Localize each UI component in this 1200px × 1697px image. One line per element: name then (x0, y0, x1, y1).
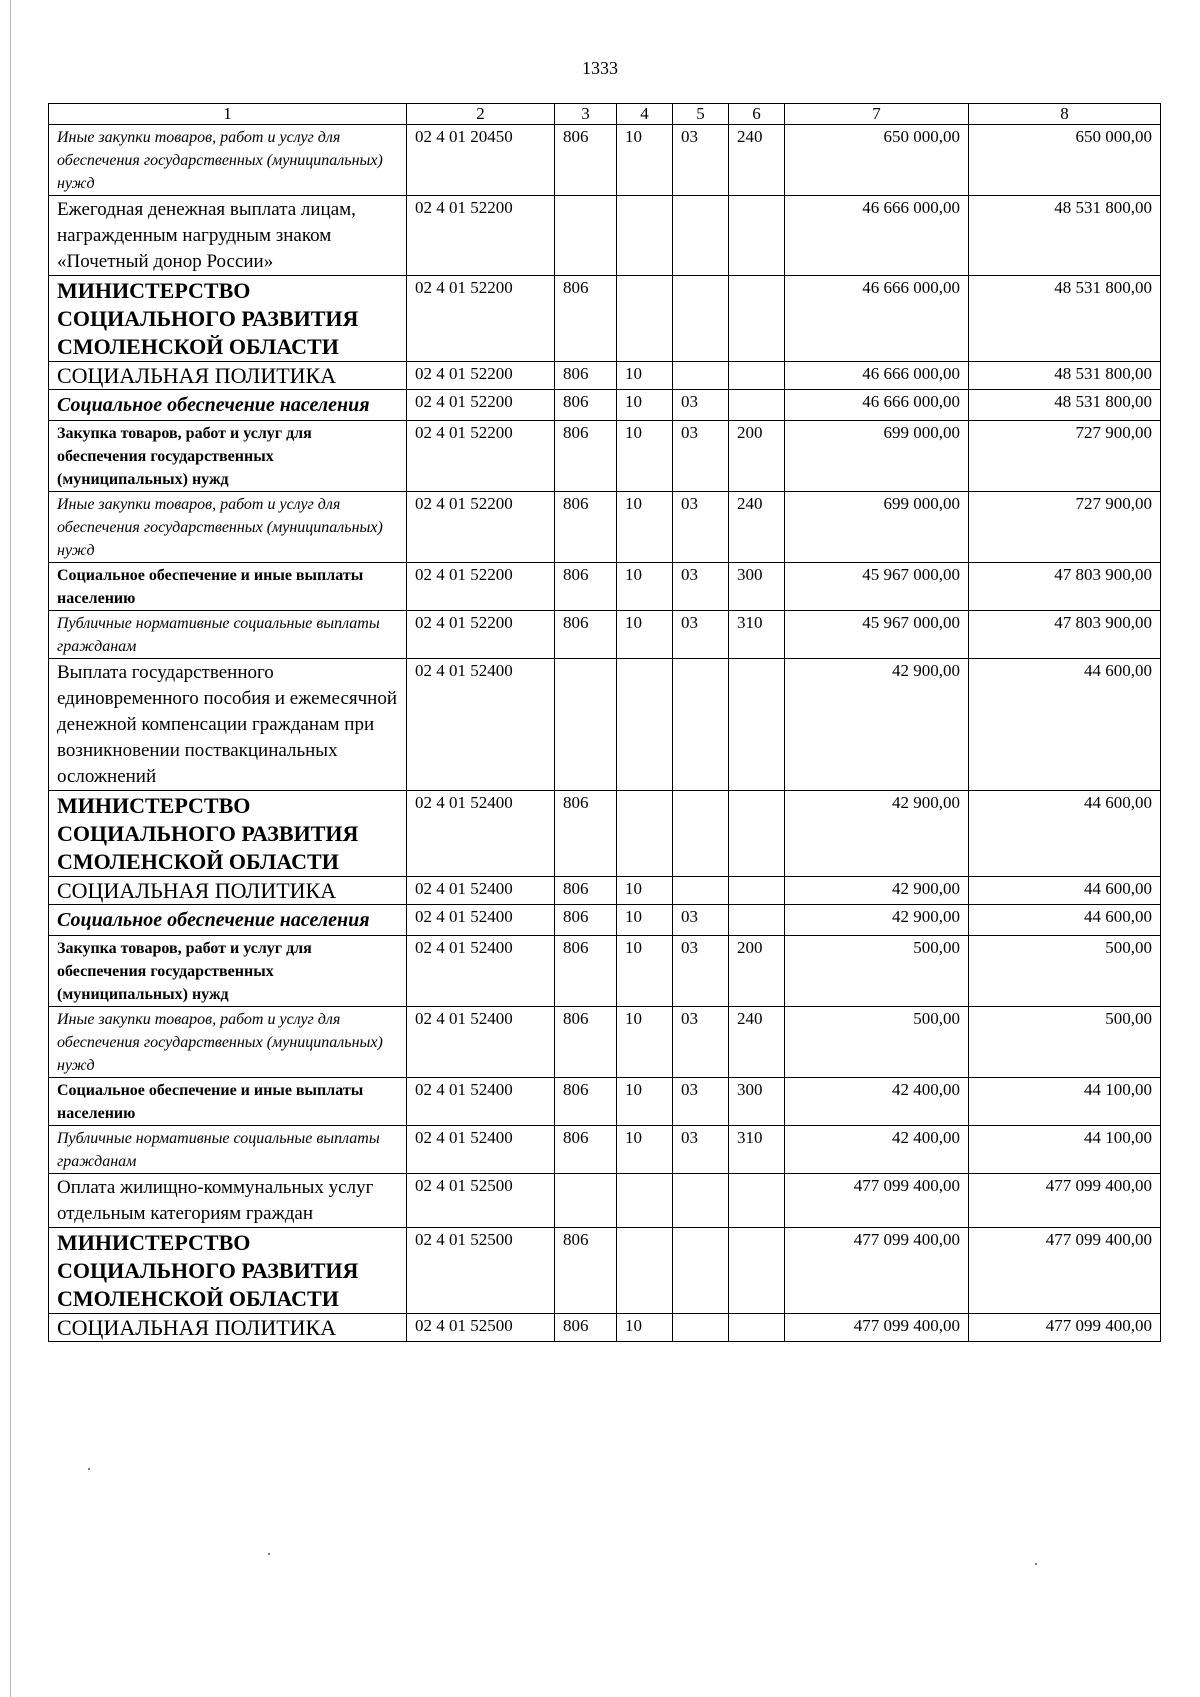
row-col8-cell: 44 100,00 (969, 1078, 1161, 1126)
row-code-cell: 02 4 01 52400 (407, 1007, 555, 1078)
row-col7-cell: 45 967 000,00 (785, 611, 969, 659)
row-code-cell: 02 4 01 52200 (407, 390, 555, 421)
budget-table (48, 103, 1161, 1342)
row-col8-cell: 44 600,00 (969, 659, 1161, 791)
row-col8-cell: 48 531 800,00 (969, 362, 1161, 390)
row-col6-cell (729, 905, 785, 936)
row-col4-cell: 10 (617, 1126, 673, 1174)
row-code-cell: 02 4 01 52400 (407, 905, 555, 936)
header-col-3: 3 (555, 104, 617, 125)
row-col8-cell: 44 600,00 (969, 791, 1161, 877)
table-row (49, 877, 1161, 905)
row-name-cell: Иные закупки товаров, работ и услуг для обеспечения государственных (муниципальных) нужд (49, 492, 407, 563)
row-col3-cell: 806 (555, 125, 617, 196)
row-col6-cell (729, 791, 785, 877)
row-col8-cell: 477 099 400,00 (969, 1314, 1161, 1342)
row-col7-cell: 46 666 000,00 (785, 362, 969, 390)
row-name-cell: Социальное обеспечение населения (49, 390, 407, 421)
table-row (49, 905, 1161, 936)
row-col3-cell (555, 1174, 617, 1228)
row-col5-cell: 03 (673, 390, 729, 421)
row-name-cell: Закупка товаров, работ и услуг для обеспечения государственных (муниципальных) нужд (49, 421, 407, 492)
row-col3-cell: 806 (555, 1126, 617, 1174)
table-row (49, 1126, 1161, 1174)
row-col5-cell (673, 1228, 729, 1314)
scan-edge-line (10, 0, 11, 1697)
row-col5-cell: 03 (673, 1078, 729, 1126)
scan-speck (1035, 1563, 1037, 1565)
row-code-cell: 02 4 01 52400 (407, 877, 555, 905)
row-name-cell: МИНИСТЕРСТВО СОЦИАЛЬНОГО РАЗВИТИЯ СМОЛЕНСКОЙ ОБЛАСТИ (49, 1228, 407, 1314)
row-col6-cell (729, 659, 785, 791)
row-code-cell: 02 4 01 52400 (407, 659, 555, 791)
row-col8-cell: 500,00 (969, 936, 1161, 1007)
row-col5-cell (673, 276, 729, 362)
row-col3-cell: 806 (555, 611, 617, 659)
row-col6-cell: 300 (729, 1078, 785, 1126)
row-col5-cell: 03 (673, 1126, 729, 1174)
row-col4-cell (617, 196, 673, 276)
row-code-cell: 02 4 01 52500 (407, 1228, 555, 1314)
row-col6-cell (729, 362, 785, 390)
row-col5-cell: 03 (673, 492, 729, 563)
row-col5-cell (673, 362, 729, 390)
row-name-cell: Иные закупки товаров, работ и услуг для обеспечения государственных (муниципальных) нужд (49, 125, 407, 196)
table-row (49, 1314, 1161, 1342)
table-row (49, 362, 1161, 390)
row-col8-cell: 47 803 900,00 (969, 611, 1161, 659)
table-row (49, 1078, 1161, 1126)
row-col6-cell (729, 1314, 785, 1342)
row-col8-cell: 650 000,00 (969, 125, 1161, 196)
row-name-cell: Публичные нормативные социальные выплаты гражданам (49, 611, 407, 659)
row-col8-cell: 48 531 800,00 (969, 196, 1161, 276)
row-name-cell: МИНИСТЕРСТВО СОЦИАЛЬНОГО РАЗВИТИЯ СМОЛЕНСКОЙ ОБЛАСТИ (49, 791, 407, 877)
row-name-cell: Социальное обеспечение населения (49, 905, 407, 936)
table-row (49, 196, 1161, 276)
table-row (49, 659, 1161, 791)
row-col4-cell (617, 1228, 673, 1314)
row-col6-cell: 240 (729, 492, 785, 563)
row-code-cell: 02 4 01 52400 (407, 1078, 555, 1126)
row-col5-cell: 03 (673, 421, 729, 492)
row-col6-cell (729, 1174, 785, 1228)
row-col3-cell: 806 (555, 563, 617, 611)
row-col7-cell: 46 666 000,00 (785, 196, 969, 276)
row-name-cell: СОЦИАЛЬНАЯ ПОЛИТИКА (49, 1314, 407, 1342)
row-col4-cell: 10 (617, 877, 673, 905)
row-col6-cell: 200 (729, 936, 785, 1007)
row-col8-cell: 44 600,00 (969, 905, 1161, 936)
row-col4-cell: 10 (617, 390, 673, 421)
row-name-cell: Ежегодная денежная выплата лицам, награжденным нагрудным знаком «Почетный донор России» (49, 196, 407, 276)
row-col4-cell: 10 (617, 936, 673, 1007)
row-col4-cell (617, 659, 673, 791)
row-col6-cell: 200 (729, 421, 785, 492)
row-name-cell: Закупка товаров, работ и услуг для обеспечения государственных (муниципальных) нужд (49, 936, 407, 1007)
row-name-cell: СОЦИАЛЬНАЯ ПОЛИТИКА (49, 877, 407, 905)
table-row (49, 125, 1161, 196)
row-col4-cell (617, 276, 673, 362)
row-code-cell: 02 4 01 52500 (407, 1314, 555, 1342)
row-code-cell: 02 4 01 52200 (407, 492, 555, 563)
row-col7-cell: 42 900,00 (785, 659, 969, 791)
row-col7-cell: 477 099 400,00 (785, 1174, 969, 1228)
page-number: 1333 (582, 58, 618, 78)
row-name-cell: Социальное обеспечение и иные выплаты населению (49, 563, 407, 611)
row-col8-cell: 44 100,00 (969, 1126, 1161, 1174)
row-col4-cell: 10 (617, 611, 673, 659)
row-col6-cell (729, 390, 785, 421)
row-col8-cell: 727 900,00 (969, 421, 1161, 492)
row-col4-cell: 10 (617, 905, 673, 936)
row-col8-cell: 48 531 800,00 (969, 276, 1161, 362)
row-col7-cell: 477 099 400,00 (785, 1228, 969, 1314)
header-col-7: 7 (785, 104, 969, 125)
row-col5-cell (673, 877, 729, 905)
row-name-cell: Оплата жилищно-коммунальных услуг отдельным категориям граждан (49, 1174, 407, 1228)
row-col3-cell: 806 (555, 390, 617, 421)
row-col3-cell: 806 (555, 421, 617, 492)
row-col7-cell: 46 666 000,00 (785, 276, 969, 362)
row-col3-cell: 806 (555, 1228, 617, 1314)
row-col7-cell: 46 666 000,00 (785, 390, 969, 421)
row-col5-cell: 03 (673, 563, 729, 611)
row-col7-cell: 42 900,00 (785, 905, 969, 936)
row-col6-cell (729, 196, 785, 276)
row-col8-cell: 500,00 (969, 1007, 1161, 1078)
row-name-cell: Иные закупки товаров, работ и услуг для обеспечения государственных (муниципальных) нужд (49, 1007, 407, 1078)
table-row (49, 492, 1161, 563)
row-name-cell: Социальное обеспечение и иные выплаты населению (49, 1078, 407, 1126)
table-row (49, 421, 1161, 492)
table-row (49, 611, 1161, 659)
row-col7-cell: 477 099 400,00 (785, 1314, 969, 1342)
scan-speck (88, 1468, 90, 1470)
row-col3-cell: 806 (555, 276, 617, 362)
row-col3-cell: 806 (555, 1078, 617, 1126)
row-code-cell: 02 4 01 20450 (407, 125, 555, 196)
row-col4-cell: 10 (617, 362, 673, 390)
row-col5-cell: 03 (673, 905, 729, 936)
row-col8-cell: 48 531 800,00 (969, 390, 1161, 421)
row-col5-cell (673, 659, 729, 791)
row-col8-cell: 727 900,00 (969, 492, 1161, 563)
row-col3-cell: 806 (555, 492, 617, 563)
row-col7-cell: 650 000,00 (785, 125, 969, 196)
row-col7-cell: 45 967 000,00 (785, 563, 969, 611)
row-col7-cell: 42 900,00 (785, 791, 969, 877)
row-col8-cell: 477 099 400,00 (969, 1174, 1161, 1228)
row-col4-cell: 10 (617, 563, 673, 611)
table-body (49, 125, 1161, 1342)
row-col3-cell: 806 (555, 1314, 617, 1342)
header-col-2: 2 (407, 104, 555, 125)
row-col6-cell (729, 276, 785, 362)
table-row (49, 563, 1161, 611)
row-col5-cell (673, 791, 729, 877)
row-col5-cell: 03 (673, 936, 729, 1007)
header-col-4: 4 (617, 104, 673, 125)
row-col8-cell: 477 099 400,00 (969, 1228, 1161, 1314)
row-name-cell: СОЦИАЛЬНАЯ ПОЛИТИКА (49, 362, 407, 390)
row-col5-cell (673, 1314, 729, 1342)
table-row (49, 276, 1161, 362)
row-col3-cell: 806 (555, 905, 617, 936)
row-col7-cell: 42 900,00 (785, 877, 969, 905)
row-col7-cell: 500,00 (785, 1007, 969, 1078)
row-col7-cell: 500,00 (785, 936, 969, 1007)
row-col3-cell (555, 196, 617, 276)
row-col4-cell: 10 (617, 125, 673, 196)
row-col7-cell: 42 400,00 (785, 1126, 969, 1174)
row-col4-cell: 10 (617, 1007, 673, 1078)
row-code-cell: 02 4 01 52400 (407, 936, 555, 1007)
table-row (49, 1228, 1161, 1314)
header-col-8: 8 (969, 104, 1161, 125)
row-code-cell: 02 4 01 52400 (407, 791, 555, 877)
row-code-cell: 02 4 01 52200 (407, 421, 555, 492)
row-name-cell: МИНИСТЕРСТВО СОЦИАЛЬНОГО РАЗВИТИЯ СМОЛЕНСКОЙ ОБЛАСТИ (49, 276, 407, 362)
row-code-cell: 02 4 01 52200 (407, 611, 555, 659)
table-row (49, 1174, 1161, 1228)
row-col4-cell: 10 (617, 421, 673, 492)
row-code-cell: 02 4 01 52400 (407, 1126, 555, 1174)
row-col7-cell: 699 000,00 (785, 421, 969, 492)
row-col3-cell: 806 (555, 791, 617, 877)
row-code-cell: 02 4 01 52200 (407, 196, 555, 276)
row-col5-cell (673, 1174, 729, 1228)
row-name-cell: Публичные нормативные социальные выплаты гражданам (49, 1126, 407, 1174)
row-col6-cell (729, 877, 785, 905)
row-col8-cell: 47 803 900,00 (969, 563, 1161, 611)
table-row (49, 390, 1161, 421)
row-col4-cell: 10 (617, 1314, 673, 1342)
row-code-cell: 02 4 01 52200 (407, 362, 555, 390)
row-col6-cell: 240 (729, 1007, 785, 1078)
row-col7-cell: 42 400,00 (785, 1078, 969, 1126)
row-col4-cell: 10 (617, 1078, 673, 1126)
row-col3-cell: 806 (555, 877, 617, 905)
row-col4-cell: 10 (617, 492, 673, 563)
row-col6-cell: 310 (729, 611, 785, 659)
row-col5-cell: 03 (673, 1007, 729, 1078)
scan-speck (268, 1553, 270, 1555)
row-name-cell: Выплата государственного единовременного пособия и ежемесячной денежной компенсации гражданам при возникновении поствакцинальных осложнений (49, 659, 407, 791)
row-col3-cell: 806 (555, 1007, 617, 1078)
header-col-6: 6 (729, 104, 785, 125)
row-col6-cell: 310 (729, 1126, 785, 1174)
row-col6-cell: 240 (729, 125, 785, 196)
row-col4-cell (617, 1174, 673, 1228)
row-code-cell: 02 4 01 52200 (407, 563, 555, 611)
row-col5-cell (673, 196, 729, 276)
row-col6-cell (729, 1228, 785, 1314)
row-col3-cell (555, 659, 617, 791)
table-header-row (49, 104, 1161, 125)
row-col3-cell: 806 (555, 362, 617, 390)
row-code-cell: 02 4 01 52500 (407, 1174, 555, 1228)
row-code-cell: 02 4 01 52200 (407, 276, 555, 362)
table-row (49, 1007, 1161, 1078)
row-col3-cell: 806 (555, 936, 617, 1007)
row-col8-cell: 44 600,00 (969, 877, 1161, 905)
row-col4-cell (617, 791, 673, 877)
header-col-1: 1 (49, 104, 407, 125)
row-col6-cell: 300 (729, 563, 785, 611)
row-col5-cell: 03 (673, 125, 729, 196)
header-col-5: 5 (673, 104, 729, 125)
table-row (49, 791, 1161, 877)
row-col5-cell: 03 (673, 611, 729, 659)
row-col7-cell: 699 000,00 (785, 492, 969, 563)
table-row (49, 936, 1161, 1007)
